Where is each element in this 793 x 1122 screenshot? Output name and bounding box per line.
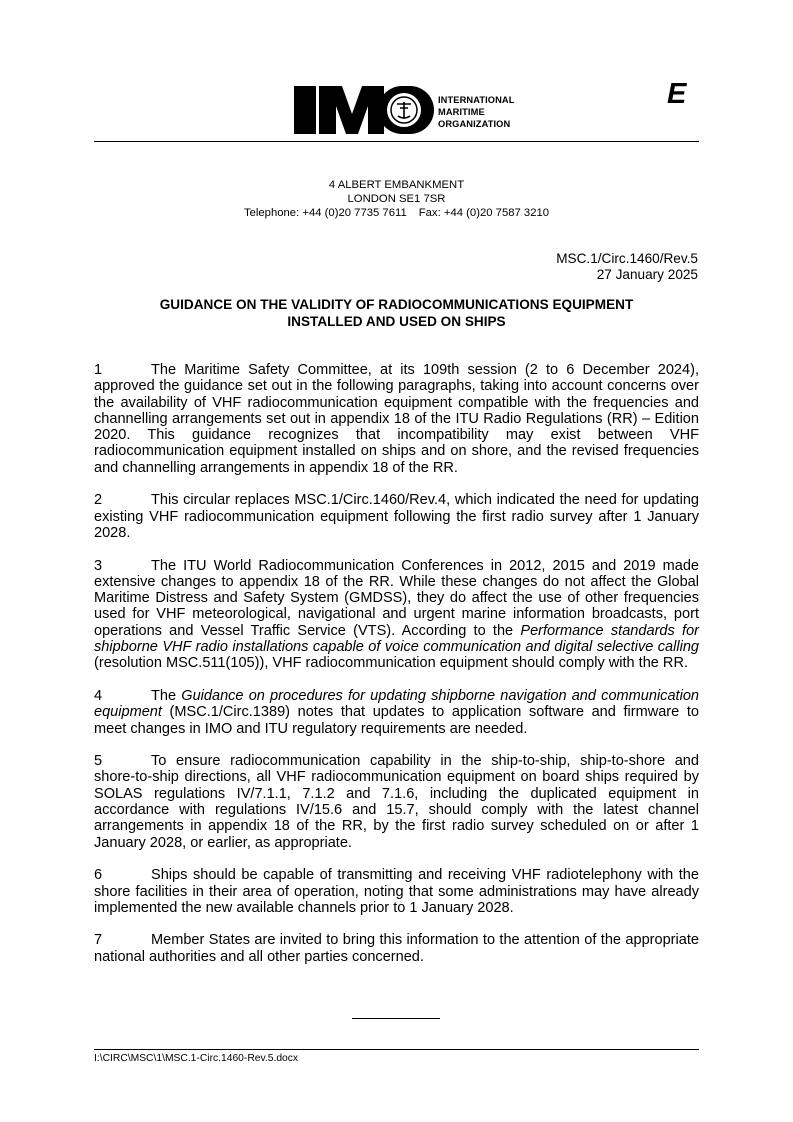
org-line: INTERNATIONAL [438,95,515,105]
paragraph-text: This circular replaces MSC.1/Circ.1460/Rev.4, which indicated the need for updating existing VHF radiocommunication equipment following the first radio survey after 1 January 2028. [94,492,699,541]
fax: Fax: +44 (0)20 7587 3210 [418,206,550,219]
paragraph-number: 3 [94,557,103,574]
document-date: 27 January 2025 [596,266,698,282]
paragraph-number: 1 [94,362,103,378]
paragraph-number: 6 [94,867,103,884]
paragraph-number: 5 [94,753,103,770]
italic-reference: Guidance on procedures for updating shipborne navigation and communication equipment [94,687,699,721]
paragraph-text: (resolution MSC.511(105)), VHF radiocommunication equipment should comply with the RR. [94,655,688,672]
paragraph [94,688,699,737]
paragraph-number: 2 [94,492,103,509]
organization-name [438,94,515,130]
paragraph [94,558,699,672]
document-reference [556,251,698,282]
footer-divider [94,1049,699,1050]
title-line: GUIDANCE ON THE VALIDITY OF RADIOCOMMUNICATIONS EQUIPMENT [159,297,634,312]
address-line: 4 ALBERT EMBANKMENT [328,179,465,191]
imo-logo [294,84,434,136]
org-line: MARITIME [438,107,485,117]
paragraph-text: Ships should be capable of transmitting and receiving VHF radiotelephony with the shore facilities in their area of operation, noting that some administrations may have already implemented the new available channels prior to 1 January 2028. [94,867,699,916]
document-body [94,362,699,981]
paragraph-text: The ITU World Radiocommunication Conferences in 2012, 2015 and 2019 made extensive changes to appendix 18 of the RR. While these changes do not affect the Global Maritime Distress and Safety System (GMDSS), they do affect the use of other frequencies used for VHF meteorological, navigational and urgent marine information broadcasts, port operations and Vessel Traffic Service (VTS). According to the [94,557,699,639]
italic-reference: Performance standards for shipborne VHF radio installations capable of voice communication and digital selective calling [94,622,699,656]
address-line: LONDON SE1 7SR [347,192,446,205]
contact-line [94,207,699,221]
paragraph-number: 7 [94,932,103,949]
document-symbol: MSC.1/Circ.1460/Rev.5 [556,251,698,266]
org-line: ORGANIZATION [438,119,511,129]
paragraph-text: Member States are invited to bring this information to the attention of the appropriate national authorities and all other parties concerned. [94,932,699,965]
paragraph-text: The [151,687,182,704]
title-line: INSTALLED AND USED ON SHIPS [287,314,506,329]
telephone: Telephone: +44 (0)20 7735 7611 [243,206,407,219]
document-title [94,296,699,330]
paragraph [94,932,699,965]
paragraph [94,362,699,476]
address-block [94,179,699,220]
paragraph [94,753,699,851]
paragraph-text: (MSC.1/Circ.1389) notes that updates to application software and firmware to meet changes in IMO and ITU regulatory requirements are needed. [94,704,699,737]
language-code: E [667,78,687,110]
file-path: I:\CIRC\MSC\1\MSC.1-Circ.1460-Rev.5.docx [94,1053,299,1064]
paragraph [94,492,699,541]
end-of-document-line [352,1018,440,1019]
paragraph-text: To ensure radiocommunication capability in the ship-to-ship, ship-to-shore and shore-to-ship directions, all VHF radiocommunication equipment on board ships required by SOLAS regulations IV/7.1.1, 7.1.2 and 7.1.6, including the duplicated equipment in accordance with regulations IV/15.6 and 15.7, should comply with the latest channel arrangements in appendix 18 of the RR, by the first radio survey scheduled on or after 1 January 2028, or earlier, as appropriate. [94,753,699,851]
paragraph-text: The Maritime Safety Committee, at its 109th session (2 to 6 December 2024), approved the guidance set out in the following paragraphs, taking into account concerns over the availability of VHF radiocommunication equipment compatible with the frequencies and channelling arrangements set out in appendix 18 of the ITU Radio Regulations (RR) – Edition 2020. This guidance recognizes that incompatibility may exist between VHF radiocommunication equipment installed on ships and on shore, and the revised frequencies and channelling arrangements in appendix 18 of the RR. [94,362,699,476]
header-divider [94,141,699,142]
paragraph [94,867,699,916]
paragraph-number: 4 [94,687,103,704]
